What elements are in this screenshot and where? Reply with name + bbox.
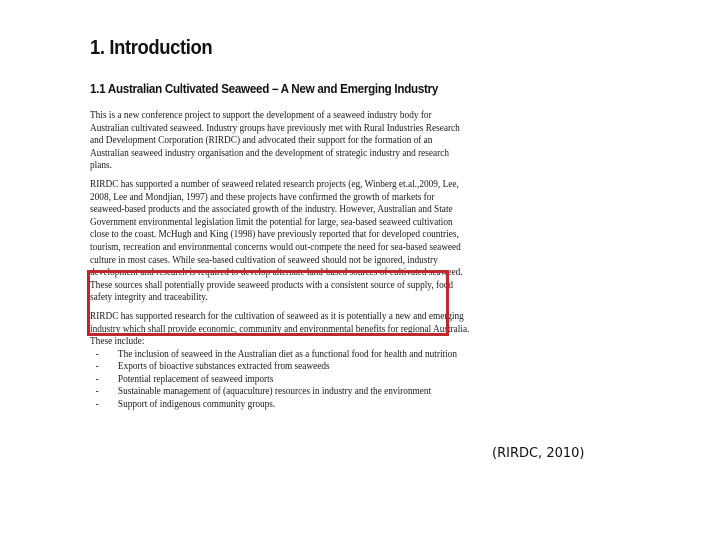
list-item xyxy=(90,361,457,374)
text-line: RIRDC has supported research for the cultivation of seaweed as it is potentially a new and emerging xyxy=(90,310,464,322)
text-line: plans. xyxy=(90,160,112,172)
text-line: Australian cultivated seaweed. Industry groups have previously met with Rural Industries Research xyxy=(90,122,460,134)
text-line: RIRDC has supported a number of seaweed related research projects (eg, Winberg et.al.,2009, Lee, xyxy=(90,178,459,190)
benefits-list xyxy=(90,349,457,412)
list-marker: - xyxy=(95,399,99,411)
list-marker: - xyxy=(95,373,99,385)
citation: (RIRDC, 2010) xyxy=(492,446,585,461)
text-line: These sources shall potentially provide seaweed products with a consistent source of supply, food xyxy=(90,279,454,291)
text-line: close to the coast. McHugh and King (1998) have previously reported that for developed countries, xyxy=(90,229,459,241)
text-line: This is a new conference project to support the development of a seaweed industry body for xyxy=(90,110,432,121)
text-line: These include: xyxy=(90,336,145,348)
text-line: culture in most cases. While sea-based cultivation of seaweed should not be ignored, industry xyxy=(90,254,438,266)
highlight-box xyxy=(87,270,449,336)
list-marker: - xyxy=(95,348,99,360)
text-line: safety integrity and traceability. xyxy=(90,292,208,304)
list-marker: - xyxy=(95,361,99,373)
text-line: industry which shall provide economic, community and environmental benefits for regional Australia. xyxy=(90,323,470,335)
list-item xyxy=(90,374,457,387)
body-text xyxy=(90,110,470,412)
text-line: 2008, Lee and Mondjian, 1997) and these projects have confirmed the growth of markets for xyxy=(90,191,435,203)
text-line: and Development Corporation (RIRDC) and advocated their support for the formation of an xyxy=(90,135,433,147)
list-item-text: Exports of bioactive substances extracted from seaweeds xyxy=(117,361,330,373)
list-item xyxy=(90,386,457,399)
list-item-text: Sustainable management of (aquaculture) resources in industry and the environment xyxy=(117,386,432,398)
list-item xyxy=(90,349,457,362)
list-item xyxy=(90,399,457,412)
list-item-text: The inclusion of seaweed in the Australian diet as a functional food for health and nutrition xyxy=(117,348,458,360)
text-line: Government environmental legislation limit the potential for large, sea-based seaweed cultivation xyxy=(90,216,453,228)
paragraph-1 xyxy=(90,110,460,173)
subsection-heading: 1.1 Australian Cultivated Seaweed – A New and Emerging Industry xyxy=(90,82,439,96)
text-line: seaweed-based products and the associated growth of the industry. However, Australian and State xyxy=(90,204,453,216)
text-line: tourism, recreation and environmental concerns would out-compete the need for sea-based seaweed xyxy=(90,241,461,253)
text-line: development and research is required to develop alternate land-based sources of cultivated seaweed. xyxy=(90,267,463,279)
list-item-text: Support of indigenous community groups. xyxy=(117,399,276,411)
list-marker: - xyxy=(95,386,99,398)
text-line: Australian seaweed industry organisation and the development of strategic industry and research xyxy=(90,147,450,159)
document-excerpt xyxy=(90,36,470,418)
section-heading: 1. Introduction xyxy=(90,37,213,59)
list-item-text: Potential replacement of seaweed imports xyxy=(117,373,274,385)
